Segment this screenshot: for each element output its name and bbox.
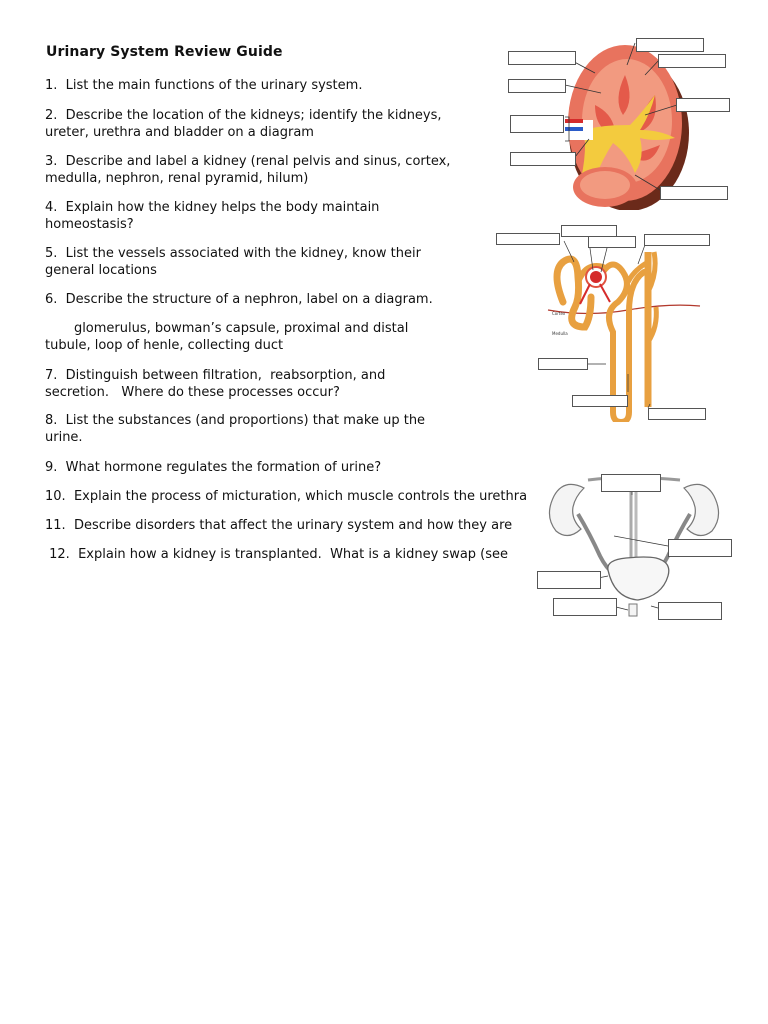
question-5-line-2: general locations — [45, 263, 157, 278]
question-6: 6. Describe the structure of a nephron, label on a diagram. — [45, 292, 433, 307]
kidney-label-box-6[interactable] — [510, 115, 564, 133]
nephron-label-box-6[interactable] — [572, 395, 628, 407]
nephron-diagram — [488, 222, 713, 422]
question-9: 9. What hormone regulates the formation of urine? — [45, 460, 382, 475]
question-1: 1. List the main functions of the urinary system. — [45, 78, 363, 93]
nephron-label-box-4[interactable] — [644, 234, 710, 246]
kidney-cross-section — [505, 35, 735, 210]
question-8-line-2: urine. — [45, 430, 83, 445]
kidney-label-box-3[interactable] — [508, 51, 576, 65]
kidney-label-box-2[interactable] — [658, 54, 726, 68]
system-label-box-1[interactable] — [601, 474, 661, 492]
question-8-line-1: 8. List the substances (and proportions) that make up the — [45, 413, 426, 428]
kidney-label-box-5[interactable] — [676, 98, 730, 112]
question-3-line-1: 3. Describe and label a kidney (renal pelvis and sinus, cortex, — [45, 154, 451, 169]
kidney-label-box-4[interactable] — [508, 79, 566, 93]
question-6-list-line-1: glomerulus, bowman’s capsule, proximal and distal — [45, 321, 409, 336]
urinary-system-diagram — [536, 470, 732, 622]
nephron-cortex-text: Cortex — [552, 311, 566, 316]
nephron-label-box-5[interactable] — [538, 358, 588, 370]
question-2-line-2: ureter, urethra and bladder on a diagram — [45, 125, 314, 140]
question-10: 10. Explain the process of micturation, which muscle controls the urethra — [45, 489, 528, 504]
nephron-illustration — [488, 222, 713, 422]
kidney-label-box-8[interactable] — [660, 186, 728, 200]
question-11: 11. Describe disorders that affect the urinary system and how they are — [45, 518, 513, 533]
nephron-label-box-7[interactable] — [648, 408, 706, 420]
system-label-box-4[interactable] — [553, 598, 617, 616]
nephron-medulla-text: Medulla — [552, 331, 568, 336]
question-2-line-1: 2. Describe the location of the kidneys; identify the kidneys, — [45, 108, 442, 123]
question-7-line-1: 7. Distinguish between filtration, reabsorption, and — [45, 368, 386, 383]
system-label-box-5[interactable] — [658, 602, 722, 620]
page-title: Urinary System Review Guide — [46, 44, 283, 60]
question-4-line-1: 4. Explain how the kidney helps the body maintain — [45, 200, 380, 215]
nephron-label-box-1[interactable] — [496, 233, 560, 245]
kidney-label-box-1[interactable] — [636, 38, 704, 52]
system-label-box-3[interactable] — [537, 571, 601, 589]
question-5-line-1: 5. List the vessels associated with the kidney, know their — [45, 246, 421, 261]
question-7-line-2: secretion. Where do these processes occur? — [45, 385, 340, 400]
nephron-label-box-3[interactable] — [588, 236, 636, 248]
question-4-line-2: homeostasis? — [45, 217, 134, 232]
question-3-line-2: medulla, nephron, renal pyramid, hilum) — [45, 171, 309, 186]
system-label-box-2[interactable] — [668, 539, 732, 557]
question-12: 12. Explain how a kidney is transplanted. What is a kidney swap (see — [45, 547, 509, 562]
kidney-label-box-7[interactable] — [510, 152, 576, 166]
question-6-list-line-2: tubule, loop of henle, collecting duct — [45, 338, 284, 353]
